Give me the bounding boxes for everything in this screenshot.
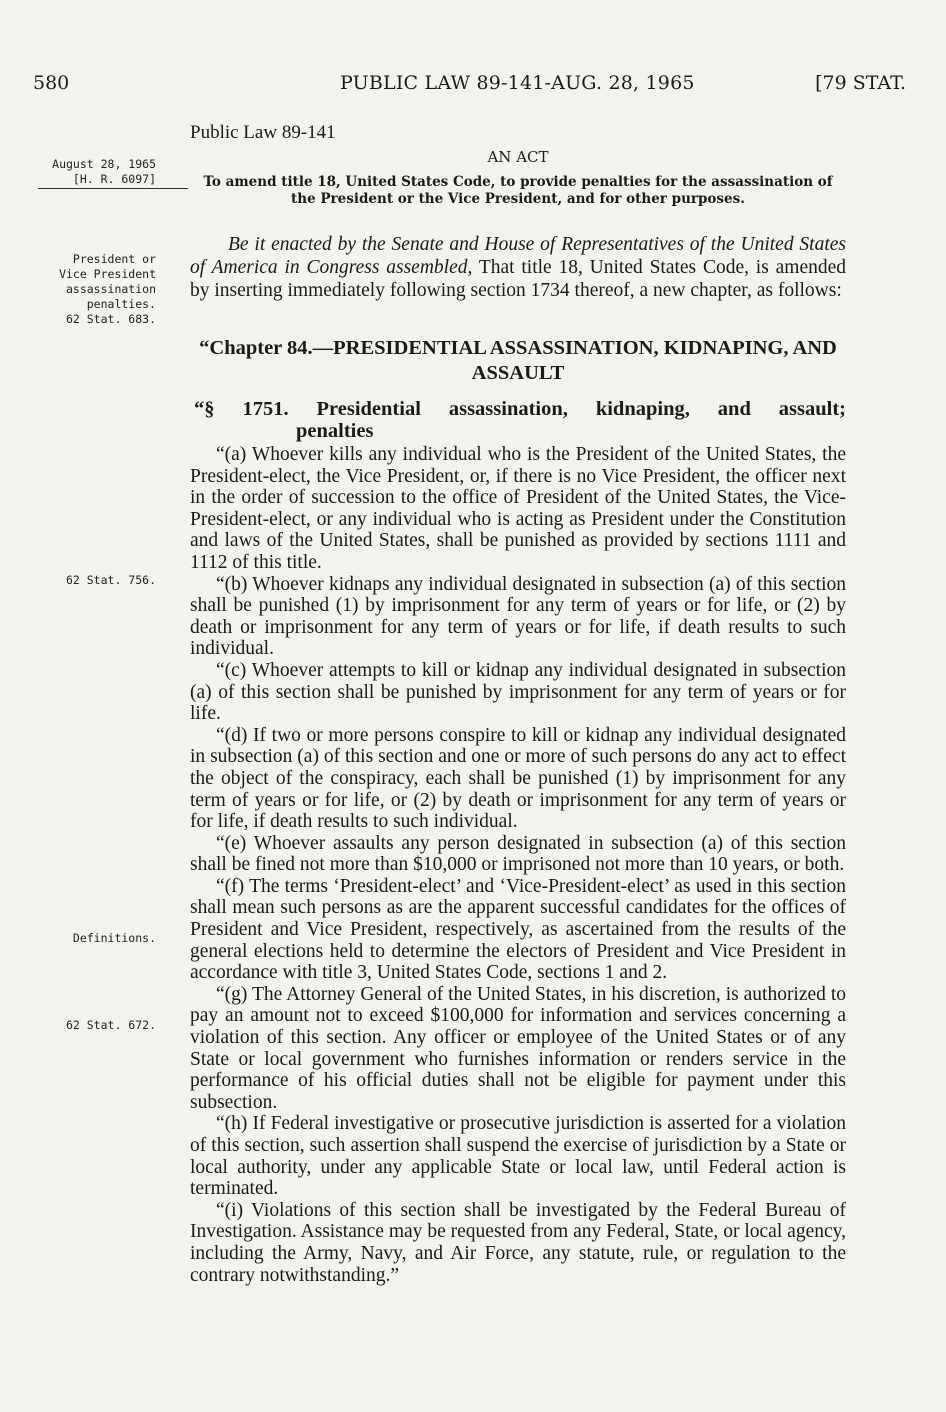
chapter-heading: “Chapter 84.—PRESIDENTIAL ASSASSINATION, KIDNAPING, AND ASSAULT <box>199 337 837 384</box>
subsection-b: “(b) Whoever kidnaps any individual designated in subsection (a) of this section shall be punished (1) by imprisonment for any term of years or for life, or (2) by death or imprisonment for any term of years or for life, if death results to such individual. <box>190 573 846 660</box>
margin-topic-note <box>38 252 156 327</box>
act-heading: AN ACT <box>487 148 549 166</box>
margin-divider <box>38 188 188 189</box>
section-heading-line: “§ 1751. Presidential assassination, kidnaping, and assault; <box>194 398 846 420</box>
subsection-i: “(i) Violations of this section shall be investigated by the Federal Bureau of Investigation. Assistance may be requested from any Federal, State, or local agency, including the Army, Navy, and Air Force, any statute, rule, or regulation to the contrary notwithstanding.” <box>190 1199 846 1286</box>
margin-definitions: Definitions. <box>72 931 156 945</box>
section-heading-line: penalties <box>296 420 374 442</box>
enacting-clause-text: That title 18, United States Code, is amended by inserting immediately following section 1734 thereof, a new chapter, as follows: <box>190 257 846 301</box>
statute-reference: [79 STAT. <box>815 72 906 94</box>
margin-stat-672: 62 Stat. 672. <box>65 1018 156 1032</box>
margin-date <box>38 157 156 187</box>
enacting-clause <box>190 233 846 302</box>
subsection-d: “(d) If two or more persons conspire to kill or kidnap any individual designated in subsection (a) of this section and one or more of such persons do any act to effect the object of the conspiracy, each shall be punished (1) by imprisonment for any term of years or for life, or (2) by death or imprisonment for any term of years or for life, if death results to such individual. <box>190 724 846 833</box>
section-heading <box>190 398 846 442</box>
header-title: PUBLIC LAW 89-141-AUG. 28, 1965 <box>340 72 695 94</box>
subsection-g: “(g) The Attorney General of the United States, in his discretion, is authorized to pay an amount not to exceed $100,000 for information and services concerning a violation of this section. Any officer or employee of the United States or of any State or local government who furnishes information or renders service in the performance of his official duties shall not be eligible for payment under this subsection. <box>190 983 846 1113</box>
subsection-h: “(h) If Federal investigative or prosecutive jurisdiction is asserted for a violation of this section, such assertion shall suspend the exercise of jurisdiction by a State or local authority, under any applicable State or local law, until Federal action is terminated. <box>190 1113 846 1200</box>
section-body <box>190 444 846 1286</box>
margin-topic-line: assassination <box>65 282 156 296</box>
margin-topic-line: penalties. <box>86 297 156 311</box>
enacting-clause-italic: Be it enacted by the Senate and House of Representatives of the United States of America in Congress assembled, <box>190 234 846 278</box>
margin-bill-number: [H. R. 6097] <box>72 172 156 186</box>
running-header <box>33 72 906 98</box>
subsection-f: “(f) The terms ‘President-elect’ and ‘Vice-President-elect’ as used in this section shall mean such persons as are the apparent successful candidates for the offices of President and Vice President, respectively, as ascertained from the results of the general elections held to determine the electors of President and Vice President in accordance with title 3, United States Code, sections 1 and 2. <box>190 875 846 984</box>
margin-topic-line: President or <box>72 252 156 266</box>
page-number: 580 <box>33 72 70 94</box>
subsection-a: “(a) Whoever kills any individual who is the President of the United States, the President-elect, the Vice President, or, if there is no Vice President, the officer next in the order of succession to the office of President of the United States, the Vice-President-elect, or any individual who is acting as President under the Constitution and laws of the United States, shall be punished as provided by sections 1111 and 1112 of this title. <box>190 444 846 573</box>
margin-date-line: August 28, 1965 <box>52 157 156 171</box>
act-purpose: To amend title 18, United States Code, to provide penalties for the assassination of the President or the Vice President, and for other purposes. <box>203 174 833 207</box>
margin-topic-line: Vice President <box>59 267 156 281</box>
margin-topic-line: 62 Stat. 683. <box>65 312 156 326</box>
law-title: Public Law 89-141 <box>190 122 336 143</box>
margin-stat-756: 62 Stat. 756. <box>65 573 156 587</box>
subsection-e: “(e) Whoever assaults any person designated in subsection (a) of this section shall be fined not more than $10,000 or imprisoned not more than 10 years, or both. <box>190 832 846 876</box>
subsection-c: “(c) Whoever attempts to kill or kidnap any individual designated in subsection (a) of this section shall be punished by imprisonment for any term of years or for life. <box>190 659 846 725</box>
